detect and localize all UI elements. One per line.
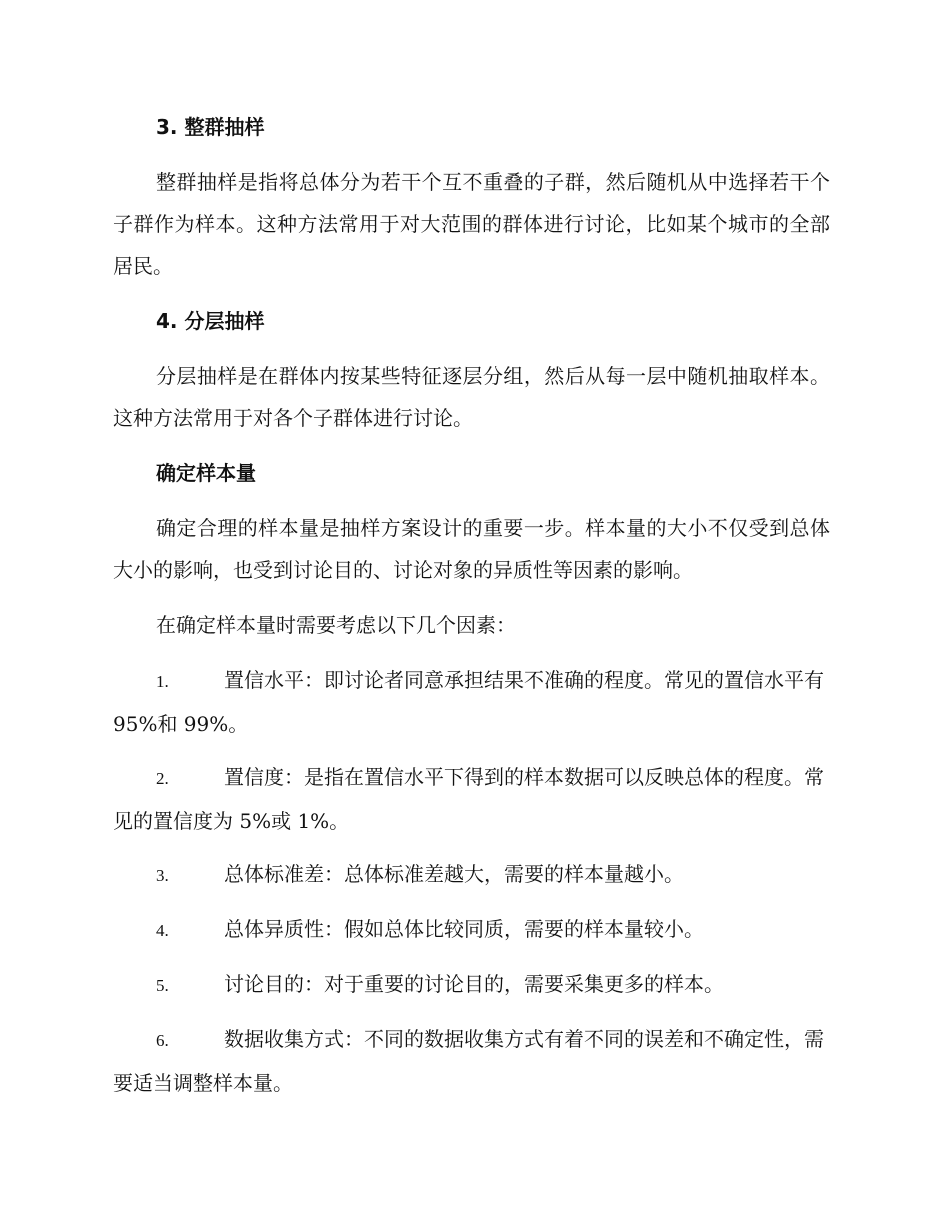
list-item [113, 908, 830, 952]
list-number: 6. [156, 1031, 169, 1050]
list-item [113, 756, 830, 842]
paragraph-factors-intro: 在确定样本量时需要考虑以下几个因素： [156, 613, 516, 637]
list-number: 4. [156, 921, 169, 940]
list-number: 5. [156, 976, 169, 995]
paragraph-stratified-sampling: 分层抽样是在群体内按某些特征逐层分组，然后从每一层中随机抽取样本。这种方法常用于对各个子群体进行讨论。 [113, 364, 830, 430]
section-heading-sample-size: 确定样本量 [156, 461, 256, 485]
list-item [113, 963, 830, 1007]
section-heading-cluster-sampling: 3. 整群抽样 [156, 115, 265, 139]
list-text: 数据收集方式：不同的数据收集方式有着不同的误差和不确定性，需要适当调整样本量。 [113, 1027, 824, 1095]
list-text: 总体标准差：总体标准差越大，需要的样本量越小。 [224, 862, 684, 886]
list-text: 总体异质性：假如总体比较同质，需要的样本量较小。 [224, 917, 704, 941]
list-item [113, 853, 830, 897]
list-number: 2. [156, 769, 169, 788]
list-item [113, 1018, 830, 1104]
list-number: 3. [156, 866, 169, 885]
section-heading-stratified-sampling: 4. 分层抽样 [156, 309, 265, 333]
list-number: 1. [156, 672, 169, 691]
list-text: 置信水平：即讨论者同意承担结果不准确的程度。常见的置信水平有 95%和 99%。 [113, 668, 824, 736]
paragraph-cluster-sampling: 整群抽样是指将总体分为若干个互不重叠的子群，然后随机从中选择若干个子群作为样本。这种方法常用于对大范围的群体进行讨论，比如某个城市的全部居民。 [113, 170, 830, 278]
list-text: 讨论目的：对于重要的讨论目的，需要采集更多的样本。 [224, 972, 724, 996]
list-text: 置信度：是指在置信水平下得到的样本数据可以反映总体的程度。常见的置信度为 5%或 1%。 [113, 765, 824, 833]
list-item [113, 659, 830, 745]
paragraph-sample-size: 确定合理的样本量是抽样方案设计的重要一步。样本量的大小不仅受到总体大小的影响，也受到讨论目的、讨论对象的异质性等因素的影响。 [113, 516, 830, 582]
